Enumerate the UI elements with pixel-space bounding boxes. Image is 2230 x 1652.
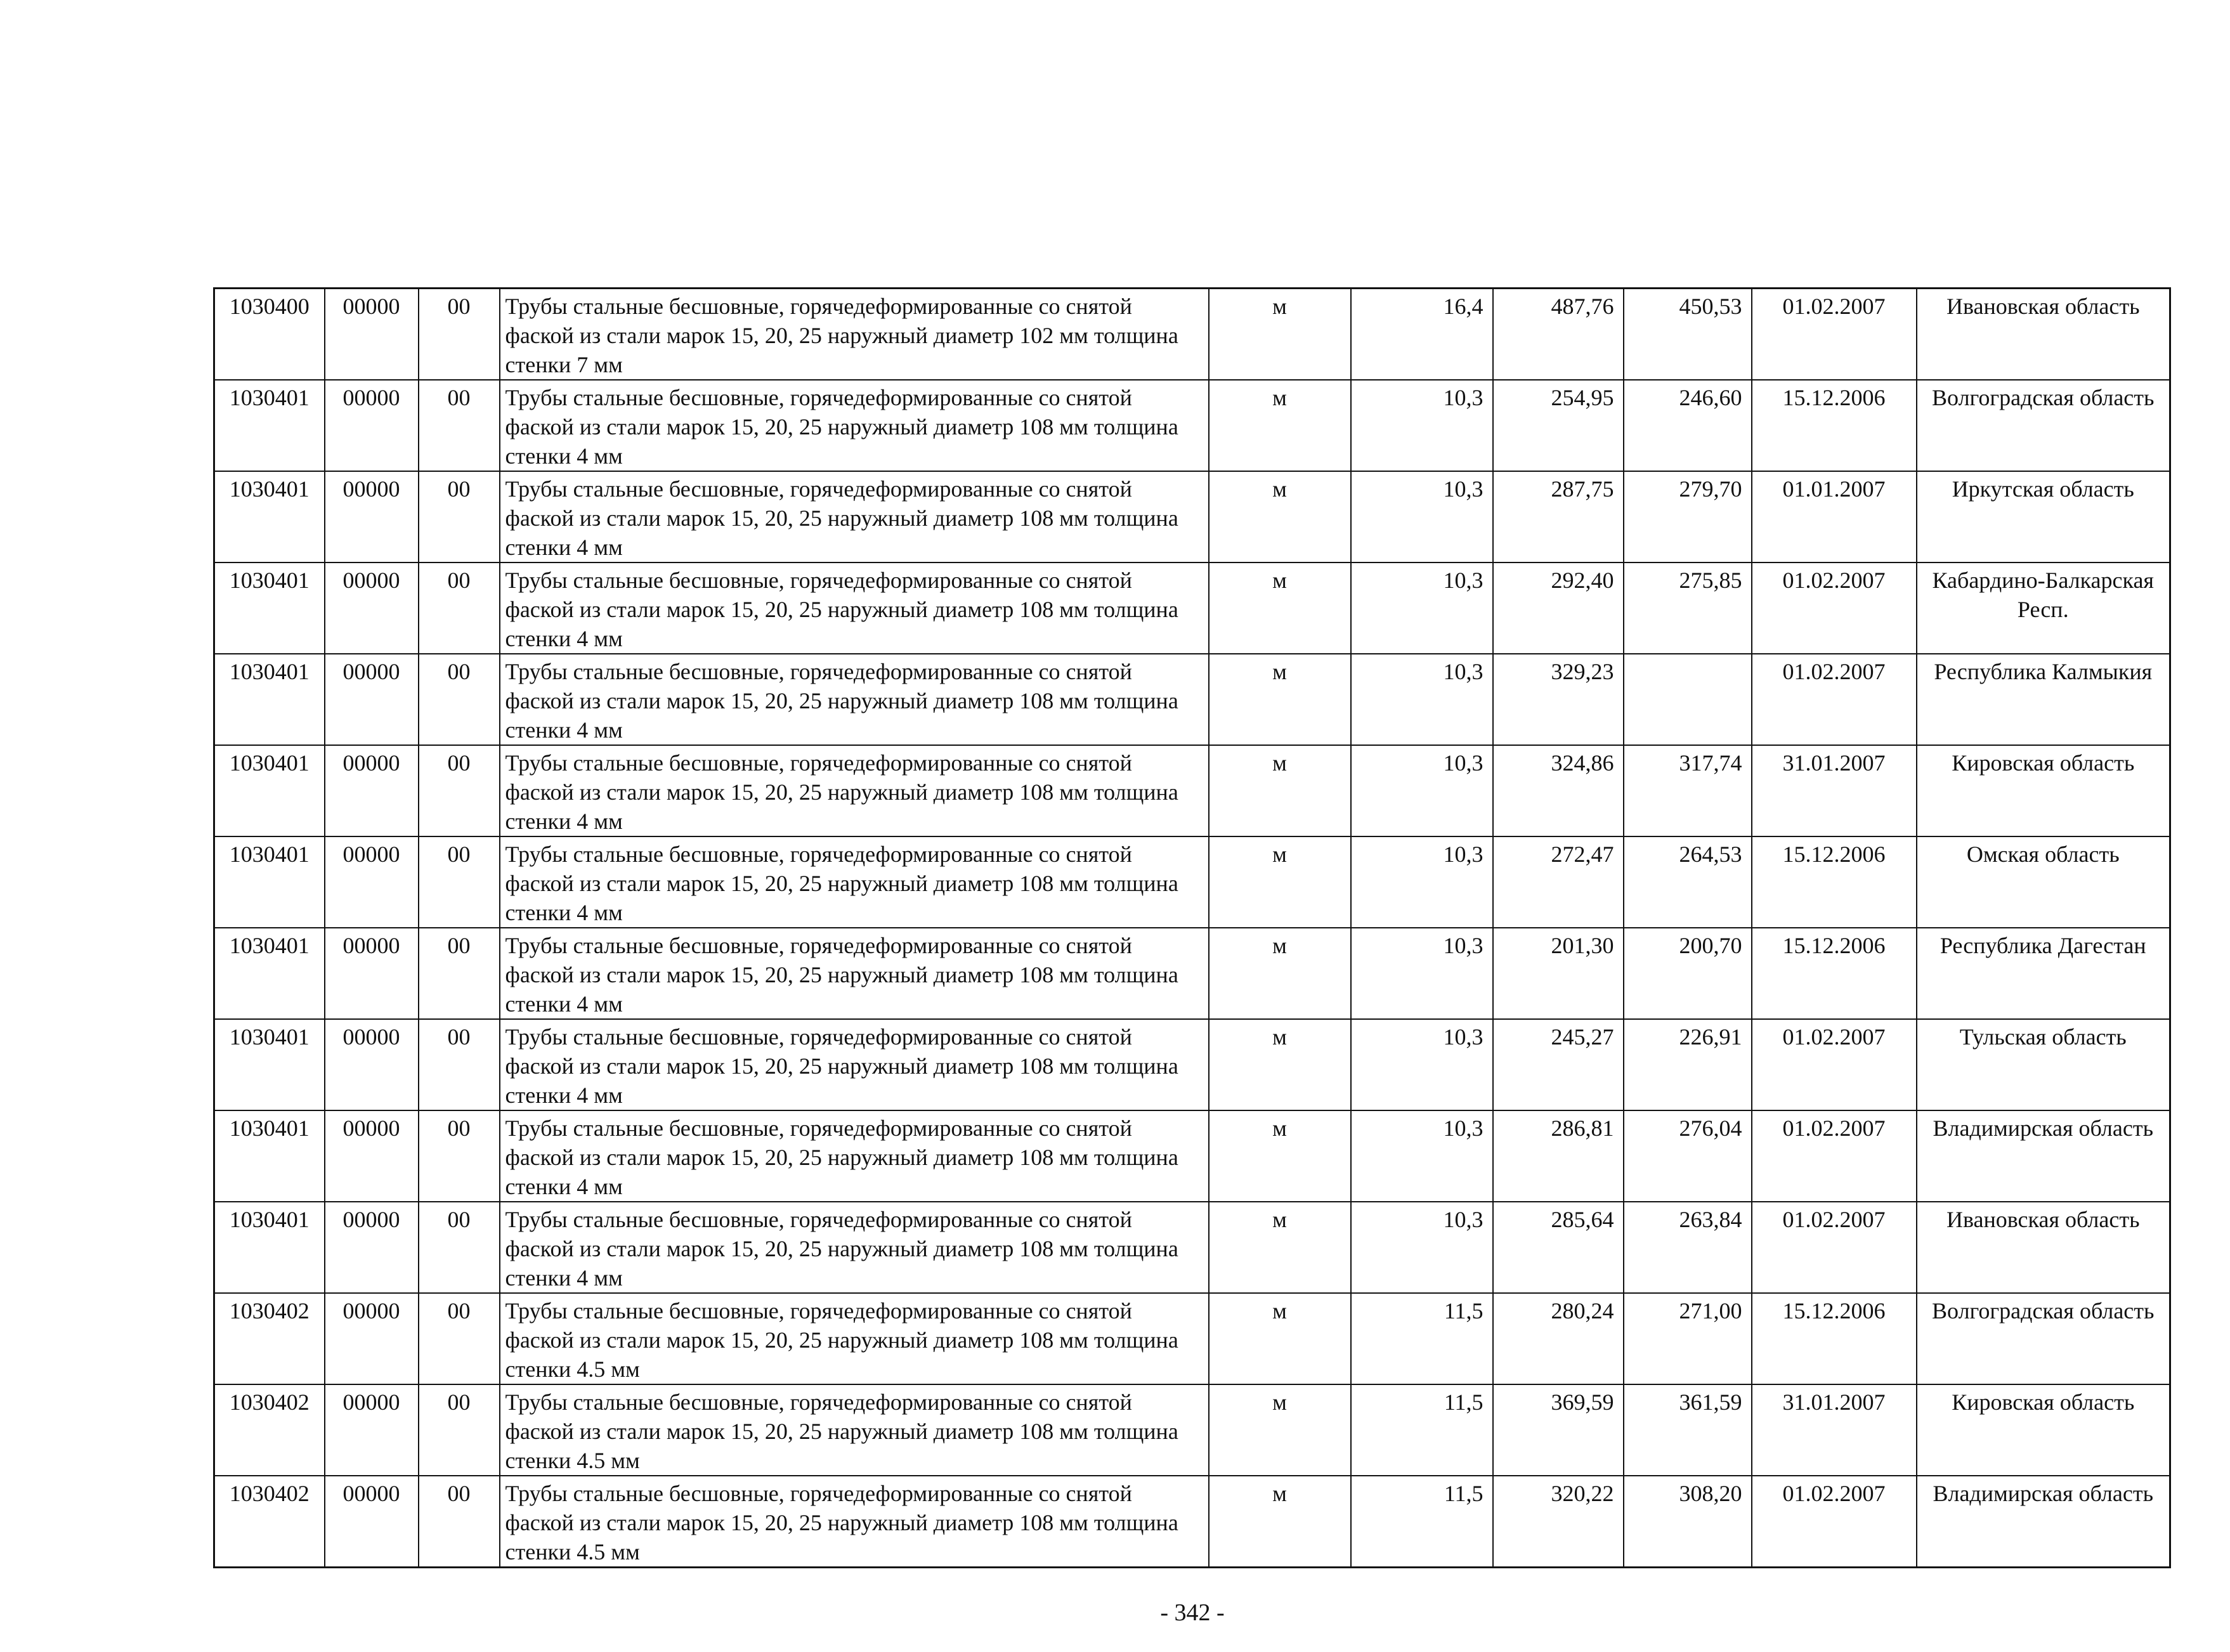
item-code-cell: 1030402: [214, 1384, 325, 1476]
subcode-cell: 00000: [325, 1293, 419, 1384]
table-row: [214, 928, 2170, 1019]
price-2-cell: 275,85: [1624, 563, 1752, 654]
price-2-cell: 263,84: [1624, 1202, 1752, 1293]
price-1-cell: 324,86: [1493, 745, 1624, 836]
price-2-cell: 264,53: [1624, 836, 1752, 928]
region-cell: Тульская область: [1917, 1019, 2170, 1110]
item-code-cell: 1030400: [214, 289, 325, 380]
subcode-cell: 00000: [325, 745, 419, 836]
date-cell: 01.02.2007: [1752, 1476, 1917, 1568]
date-cell: 01.02.2007: [1752, 1202, 1917, 1293]
date-cell: 31.01.2007: [1752, 1384, 1917, 1476]
price-1-cell: 292,40: [1493, 563, 1624, 654]
item-name-cell: Трубы стальные бесшовные, горячедеформированные со снятой фаской из стали марок 15, 20, 25 наружный диаметр 108 мм толщина стенки 4.5 мм: [500, 1476, 1209, 1568]
subcode-cell: 00000: [325, 1202, 419, 1293]
subcode-cell: 00000: [325, 563, 419, 654]
price-2-cell: 226,91: [1624, 1019, 1752, 1110]
item-name-cell: Трубы стальные бесшовные, горячедеформированные со снятой фаской из стали марок 15, 20, 25 наружный диаметр 108 мм толщина стенки 4 мм: [500, 1019, 1209, 1110]
date-cell: 01.02.2007: [1752, 1110, 1917, 1202]
subcode-cell: 00000: [325, 1110, 419, 1202]
item-name-cell: Трубы стальные бесшовные, горячедеформированные со снятой фаской из стали марок 15, 20, 25 наружный диаметр 108 мм толщина стенки 4.5 мм: [500, 1384, 1209, 1476]
version-cell: 00: [419, 1019, 500, 1110]
unit-cell: м: [1209, 836, 1351, 928]
item-name-cell: Трубы стальные бесшовные, горячедеформированные со снятой фаской из стали марок 15, 20, 25 наружный диаметр 108 мм толщина стенки 4 мм: [500, 654, 1209, 745]
region-cell: Кировская область: [1917, 745, 2170, 836]
region-cell: Омская область: [1917, 836, 2170, 928]
price-table: [213, 287, 2171, 1568]
table-row: [214, 471, 2170, 563]
item-name-cell: Трубы стальные бесшовные, горячедеформированные со снятой фаской из стали марок 15, 20, 25 наружный диаметр 102 мм толщина стенки 7 мм: [500, 289, 1209, 380]
price-1-cell: 320,22: [1493, 1476, 1624, 1568]
item-name-cell: Трубы стальные бесшовные, горячедеформированные со снятой фаской из стали марок 15, 20, 25 наружный диаметр 108 мм толщина стенки 4 мм: [500, 380, 1209, 471]
region-cell: Ивановская область: [1917, 289, 2170, 380]
date-cell: 15.12.2006: [1752, 836, 1917, 928]
item-code-cell: 1030401: [214, 928, 325, 1019]
version-cell: 00: [419, 1110, 500, 1202]
item-code-cell: 1030401: [214, 745, 325, 836]
weight-cell: 10,3: [1351, 1202, 1493, 1293]
item-code-cell: 1030401: [214, 1019, 325, 1110]
table-row: [214, 289, 2170, 380]
subcode-cell: 00000: [325, 1019, 419, 1110]
date-cell: 15.12.2006: [1752, 1293, 1917, 1384]
price-1-cell: 487,76: [1493, 289, 1624, 380]
table-row: [214, 1384, 2170, 1476]
item-name-cell: Трубы стальные бесшовные, горячедеформированные со снятой фаской из стали марок 15, 20, 25 наружный диаметр 108 мм толщина стенки 4.5 мм: [500, 1293, 1209, 1384]
table-body: [214, 289, 2170, 1568]
price-2-cell: 246,60: [1624, 380, 1752, 471]
table-row: [214, 1202, 2170, 1293]
version-cell: 00: [419, 289, 500, 380]
price-1-cell: 287,75: [1493, 471, 1624, 563]
date-cell: 15.12.2006: [1752, 928, 1917, 1019]
subcode-cell: 00000: [325, 1476, 419, 1568]
item-code-cell: 1030401: [214, 836, 325, 928]
item-name-cell: Трубы стальные бесшовные, горячедеформированные со снятой фаской из стали марок 15, 20, 25 наружный диаметр 108 мм толщина стенки 4 мм: [500, 563, 1209, 654]
table-row: [214, 1476, 2170, 1568]
version-cell: 00: [419, 1476, 500, 1568]
date-cell: 15.12.2006: [1752, 380, 1917, 471]
item-name-cell: Трубы стальные бесшовные, горячедеформированные со снятой фаской из стали марок 15, 20, 25 наружный диаметр 108 мм толщина стенки 4 мм: [500, 745, 1209, 836]
unit-cell: м: [1209, 1019, 1351, 1110]
version-cell: 00: [419, 745, 500, 836]
subcode-cell: 00000: [325, 380, 419, 471]
subcode-cell: 00000: [325, 836, 419, 928]
date-cell: 01.02.2007: [1752, 289, 1917, 380]
version-cell: 00: [419, 1384, 500, 1476]
subcode-cell: 00000: [325, 471, 419, 563]
item-code-cell: 1030401: [214, 1110, 325, 1202]
item-code-cell: 1030401: [214, 380, 325, 471]
price-1-cell: 201,30: [1493, 928, 1624, 1019]
version-cell: 00: [419, 1293, 500, 1384]
table-row: [214, 836, 2170, 928]
price-1-cell: 285,64: [1493, 1202, 1624, 1293]
date-cell: 01.01.2007: [1752, 471, 1917, 563]
version-cell: 00: [419, 471, 500, 563]
region-cell: Владимирская область: [1917, 1476, 2170, 1568]
item-name-cell: Трубы стальные бесшовные, горячедеформированные со снятой фаской из стали марок 15, 20, 25 наружный диаметр 108 мм толщина стенки 4 мм: [500, 836, 1209, 928]
price-2-cell: 361,59: [1624, 1384, 1752, 1476]
version-cell: 00: [419, 563, 500, 654]
unit-cell: м: [1209, 1202, 1351, 1293]
item-code-cell: 1030401: [214, 563, 325, 654]
region-cell: Владимирская область: [1917, 1110, 2170, 1202]
price-1-cell: 329,23: [1493, 654, 1624, 745]
weight-cell: 10,3: [1351, 836, 1493, 928]
version-cell: 00: [419, 928, 500, 1019]
table-row: [214, 380, 2170, 471]
table-row: [214, 1293, 2170, 1384]
item-code-cell: 1030401: [214, 471, 325, 563]
unit-cell: м: [1209, 1293, 1351, 1384]
unit-cell: м: [1209, 289, 1351, 380]
weight-cell: 10,3: [1351, 1019, 1493, 1110]
region-cell: Волгоградская область: [1917, 1293, 2170, 1384]
region-cell: Волгоградская область: [1917, 380, 2170, 471]
unit-cell: м: [1209, 745, 1351, 836]
unit-cell: м: [1209, 654, 1351, 745]
item-code-cell: 1030402: [214, 1293, 325, 1384]
version-cell: 00: [419, 380, 500, 471]
weight-cell: 10,3: [1351, 928, 1493, 1019]
weight-cell: 10,3: [1351, 1110, 1493, 1202]
table-row: [214, 1110, 2170, 1202]
unit-cell: м: [1209, 563, 1351, 654]
price-2-cell: 200,70: [1624, 928, 1752, 1019]
unit-cell: м: [1209, 380, 1351, 471]
item-name-cell: Трубы стальные бесшовные, горячедеформированные со снятой фаской из стали марок 15, 20, 25 наружный диаметр 108 мм толщина стенки 4 мм: [500, 928, 1209, 1019]
unit-cell: м: [1209, 928, 1351, 1019]
item-name-cell: Трубы стальные бесшовные, горячедеформированные со снятой фаской из стали марок 15, 20, 25 наружный диаметр 108 мм толщина стенки 4 мм: [500, 1202, 1209, 1293]
weight-cell: 10,3: [1351, 471, 1493, 563]
table-row: [214, 563, 2170, 654]
price-1-cell: 280,24: [1493, 1293, 1624, 1384]
subcode-cell: 00000: [325, 654, 419, 745]
item-name-cell: Трубы стальные бесшовные, горячедеформированные со снятой фаской из стали марок 15, 20, 25 наружный диаметр 108 мм толщина стенки 4 мм: [500, 1110, 1209, 1202]
price-2-cell: 317,74: [1624, 745, 1752, 836]
weight-cell: 11,5: [1351, 1476, 1493, 1568]
unit-cell: м: [1209, 471, 1351, 563]
price-2-cell: 308,20: [1624, 1476, 1752, 1568]
weight-cell: 11,5: [1351, 1293, 1493, 1384]
item-code-cell: 1030401: [214, 654, 325, 745]
weight-cell: 11,5: [1351, 1384, 1493, 1476]
subcode-cell: 00000: [325, 928, 419, 1019]
region-cell: Республика Дагестан: [1917, 928, 2170, 1019]
weight-cell: 16,4: [1351, 289, 1493, 380]
price-1-cell: 245,27: [1493, 1019, 1624, 1110]
unit-cell: м: [1209, 1476, 1351, 1568]
table-row: [214, 654, 2170, 745]
table-row: [214, 745, 2170, 836]
region-cell: Иркутская область: [1917, 471, 2170, 563]
page-number: - 342 -: [1160, 1599, 1225, 1626]
item-code-cell: 1030402: [214, 1476, 325, 1568]
subcode-cell: 00000: [325, 289, 419, 380]
item-name-cell: Трубы стальные бесшовные, горячедеформированные со снятой фаской из стали марок 15, 20, 25 наружный диаметр 108 мм толщина стенки 4 мм: [500, 471, 1209, 563]
price-2-cell: 271,00: [1624, 1293, 1752, 1384]
date-cell: 01.02.2007: [1752, 1019, 1917, 1110]
version-cell: 00: [419, 654, 500, 745]
subcode-cell: 00000: [325, 1384, 419, 1476]
version-cell: 00: [419, 836, 500, 928]
weight-cell: 10,3: [1351, 745, 1493, 836]
region-cell: Ивановская область: [1917, 1202, 2170, 1293]
price-1-cell: 369,59: [1493, 1384, 1624, 1476]
weight-cell: 10,3: [1351, 654, 1493, 745]
price-2-cell: [1624, 654, 1752, 745]
table-row: [214, 1019, 2170, 1110]
date-cell: 01.02.2007: [1752, 654, 1917, 745]
date-cell: 31.01.2007: [1752, 745, 1917, 836]
price-2-cell: 276,04: [1624, 1110, 1752, 1202]
version-cell: 00: [419, 1202, 500, 1293]
date-cell: 01.02.2007: [1752, 563, 1917, 654]
region-cell: Кировская область: [1917, 1384, 2170, 1476]
price-1-cell: 272,47: [1493, 836, 1624, 928]
price-2-cell: 450,53: [1624, 289, 1752, 380]
price-1-cell: 286,81: [1493, 1110, 1624, 1202]
weight-cell: 10,3: [1351, 563, 1493, 654]
region-cell: Кабардино-Балкарская Респ.: [1917, 563, 2170, 654]
unit-cell: м: [1209, 1110, 1351, 1202]
price-1-cell: 254,95: [1493, 380, 1624, 471]
item-code-cell: 1030401: [214, 1202, 325, 1293]
weight-cell: 10,3: [1351, 380, 1493, 471]
region-cell: Республика Калмыкия: [1917, 654, 2170, 745]
unit-cell: м: [1209, 1384, 1351, 1476]
price-2-cell: 279,70: [1624, 471, 1752, 563]
